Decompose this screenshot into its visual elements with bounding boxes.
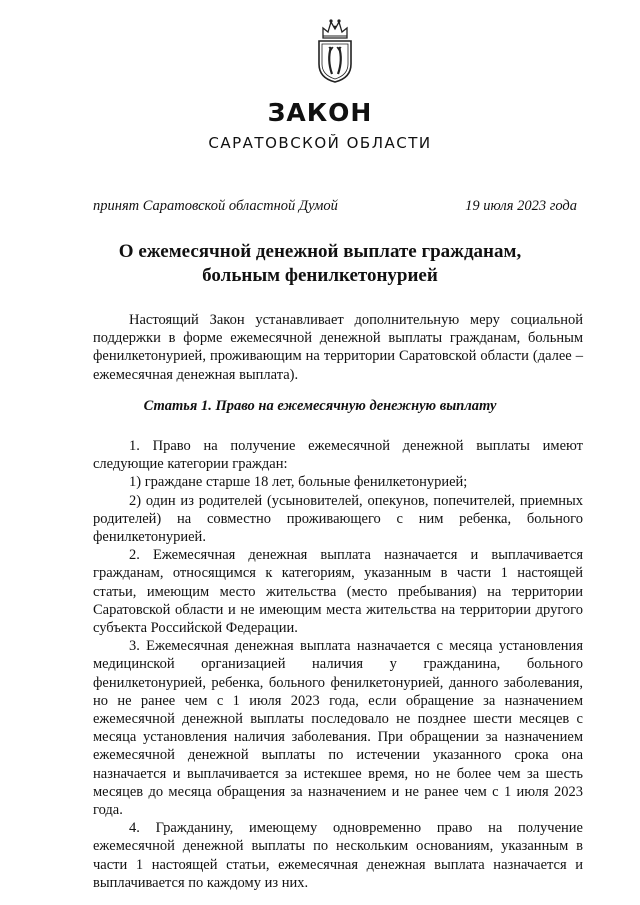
adopted-date-text: 19 июля 2023 года xyxy=(465,198,577,214)
article-1-body xyxy=(93,437,583,892)
adoption-info xyxy=(93,198,577,215)
article-1-part-1-item-1: 1) граждане старше 18 лет, больные фенилкетонурией; xyxy=(129,474,468,491)
document-heading-line-2: больным фенилкетонурией xyxy=(202,265,438,286)
document-heading-line-1: О ежемесячной денежной выплате гражданам, xyxy=(118,241,522,262)
adopted-by-text: принят Саратовской областной Думой xyxy=(93,198,338,214)
law-region-subtitle: САРАТОВСКОЙ ОБЛАСТИ xyxy=(208,134,432,152)
preamble-block xyxy=(93,311,583,384)
document-heading xyxy=(60,240,580,288)
preamble-paragraph: Настоящий Закон устанавливает дополнительную меру социальной поддержки в форме ежемесячной денежной выплаты гражданам, больным фенилкетонурией, проживающим на территории Саратовской области (далее – ежемесячная денежная выплата). xyxy=(93,312,583,383)
coat-of-arms-emblem xyxy=(314,16,356,84)
article-1-part-4: 4. Гражданину, имеющему одновременно право на получение ежемесячной денежной выплаты по нескольким основаниям, указанным в части 1 настоящей статьи, ежемесячная денежная выплата назначается и выплачивается по каждому из них. xyxy=(93,820,583,891)
law-title: ЗАКОН xyxy=(267,98,373,127)
article-1-title: Статья 1. Право на ежемесячную денежную выплату xyxy=(143,398,497,414)
article-1-part-1-item-2: 2) один из родителей (усыновителей, опекунов, попечителей, приемных родителей) на совместно проживающего с ним ребенка, больного фенилкетонурией. xyxy=(93,492,583,546)
article-1-part-1: 1. Право на получение ежемесячной денежной выплаты имеют следующие категории граждан: xyxy=(93,438,583,473)
article-1-part-3: 3. Ежемесячная денежная выплата назначается с месяца установления медицинской организацией наличия у гражданина, больного фенилкетонурией, ребенка, больного фенилкетонурией, данного заболевания, но не ранее чем с 1 июля 2023 года, если обращение за назначением ежемесячной денежной выплаты последовало не позднее шести месяцев с месяца установления наличия заболевания. При обращении за назначением ежемесячной денежной выплаты по истечении указанного срока она назначается и выплачивается за истекшее время, но не более чем за шесть месяцев до месяца обращения за назначением и не ранее чем с 1 июля 2023 года. xyxy=(93,638,583,819)
article-1-part-2: 2. Ежемесячная денежная выплата назначается и выплачивается гражданам, относящимся к категориям, указанным в части 1 настоящей статьи, имеющим место жительства (место пребывания) на территории Саратовской области и не имеющим места жительства на территории другого субъекта Российской Федерации. xyxy=(93,547,583,637)
